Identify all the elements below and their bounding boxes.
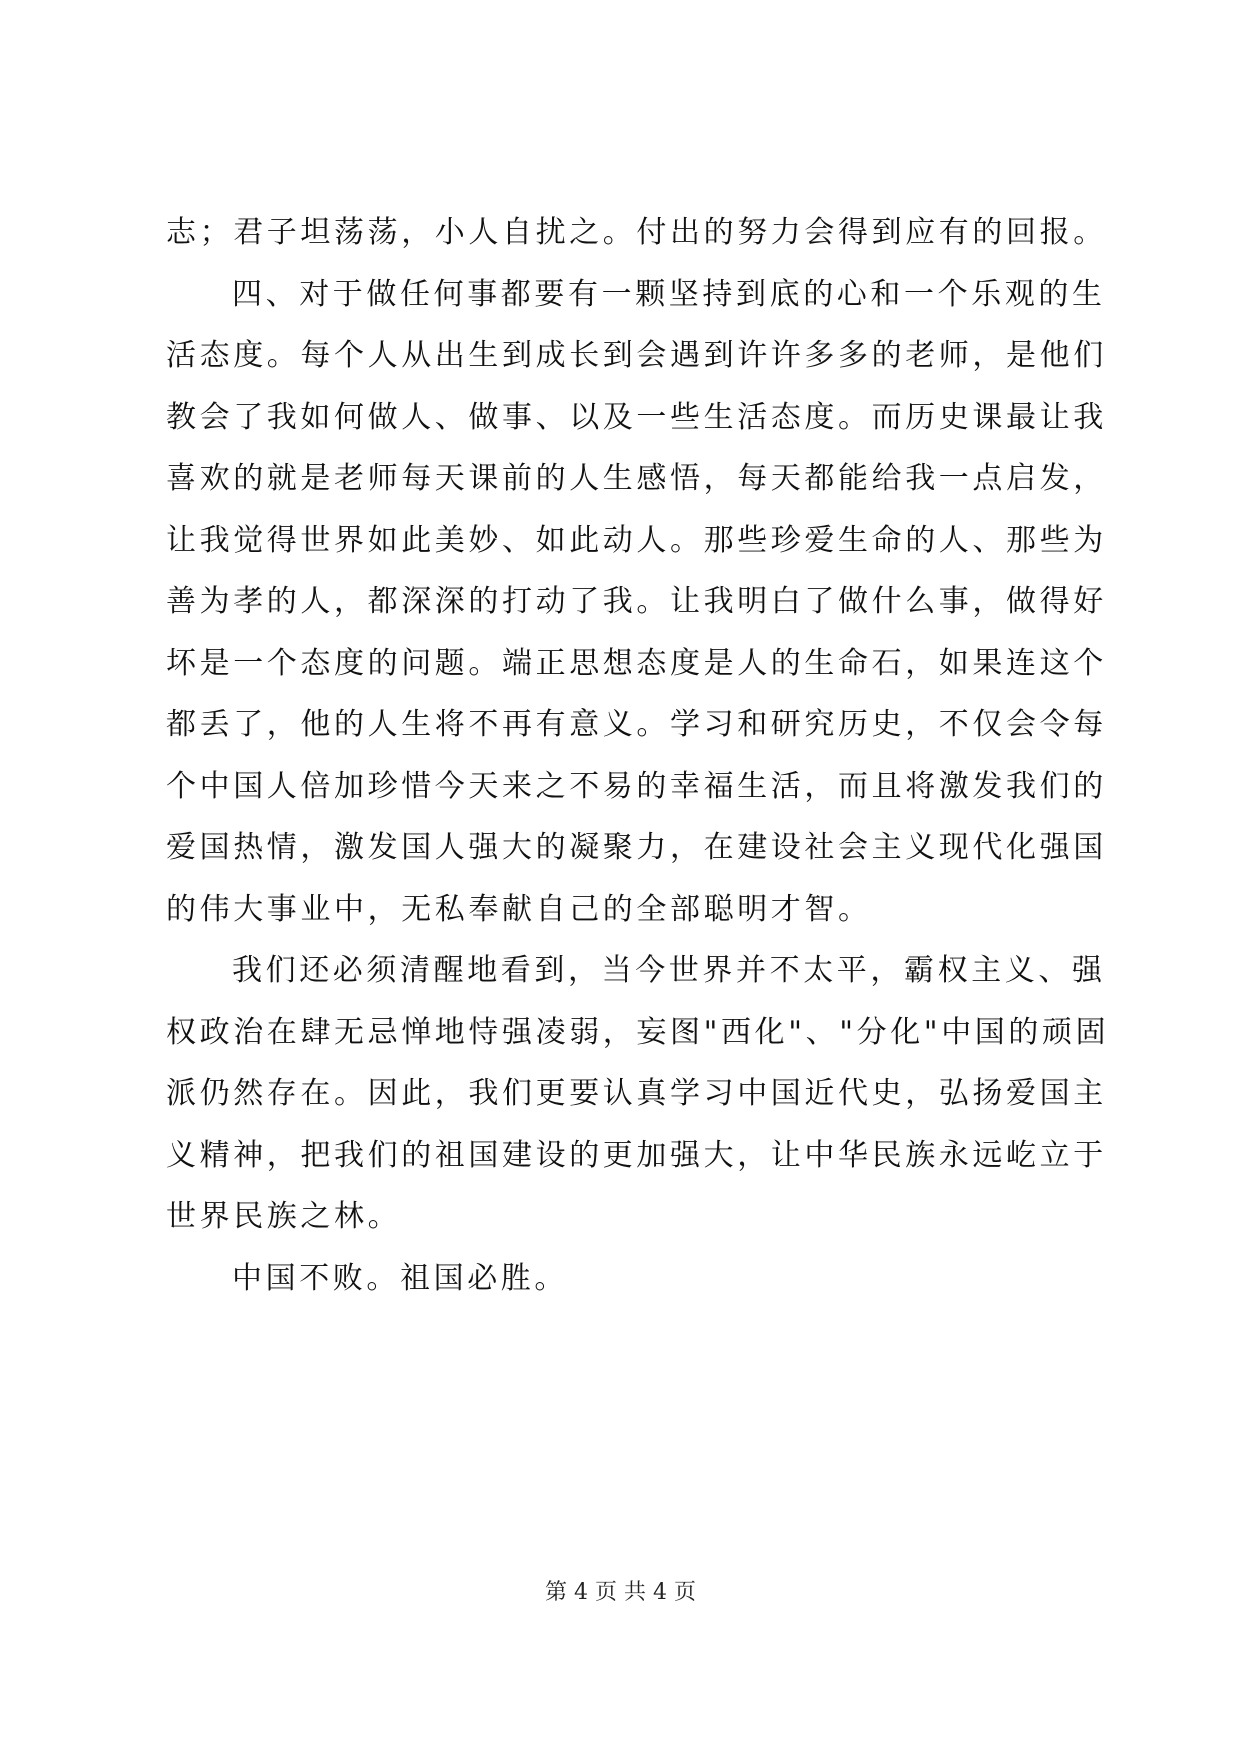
- text-line: 权政治在肆无忌惮地恃强凌弱，妄图"西化"、"分化"中国的顽固: [166, 1014, 1110, 1050]
- paragraph-start-line: 我们还必须清醒地看到，当今世界并不太平，霸权主义、强: [232, 953, 1106, 988]
- paragraph-start-line: 四、对于做任何事都要有一颗坚持到底的心和一个乐观的生: [232, 276, 1106, 312]
- text-line: 派仍然存在。因此，我们更要认真学习中国近代史，弘扬爱国主: [166, 1076, 1107, 1111]
- text-line: 志；君子坦荡荡，小人自扰之。付出的努力会得到应有的回报。: [166, 215, 1107, 250]
- text-line: 喜欢的就是老师每天课前的人生感悟，每天都能给我一点启发，: [166, 461, 1107, 496]
- body-text: [166, 202, 1110, 1309]
- text-line: 个中国人倍加珍惜今天来之不易的幸福生活，而且将激发我们的: [166, 768, 1107, 804]
- text-line: 的伟大事业中，无私奉献自己的全部聪明才智。: [166, 891, 872, 927]
- text-line: 坏是一个态度的问题。端正思想态度是人的生命石，如果连这个: [166, 645, 1107, 681]
- text-line: 义精神，把我们的祖国建设的更加强大，让中华民族永远屹立于: [166, 1137, 1107, 1173]
- text-line: 让我觉得世界如此美妙、如此动人。那些珍爱生命的人、那些为: [166, 522, 1107, 558]
- page-number-footer: 第 4 页 共 4 页: [545, 1580, 696, 1605]
- text-line: 教会了我如何做人、做事、以及一些生活态度。而历史课最让我: [166, 399, 1107, 435]
- text-line: 活态度。每个人从出生到成长到会遇到许许多多的老师，是他们: [166, 338, 1107, 373]
- paragraph-start-line: 中国不败。祖国必胜。: [232, 1260, 568, 1296]
- text-line: 世界民族之林。: [166, 1199, 402, 1234]
- text-line: 都丢了，他的人生将不再有意义。学习和研究历史，不仅会令每: [166, 707, 1107, 742]
- text-line: 爱国热情，激发国人强大的凝聚力，在建设社会主义现代化强国: [166, 830, 1107, 865]
- text-line: 善为孝的人，都深深的打动了我。让我明白了做什么事，做得好: [166, 584, 1107, 619]
